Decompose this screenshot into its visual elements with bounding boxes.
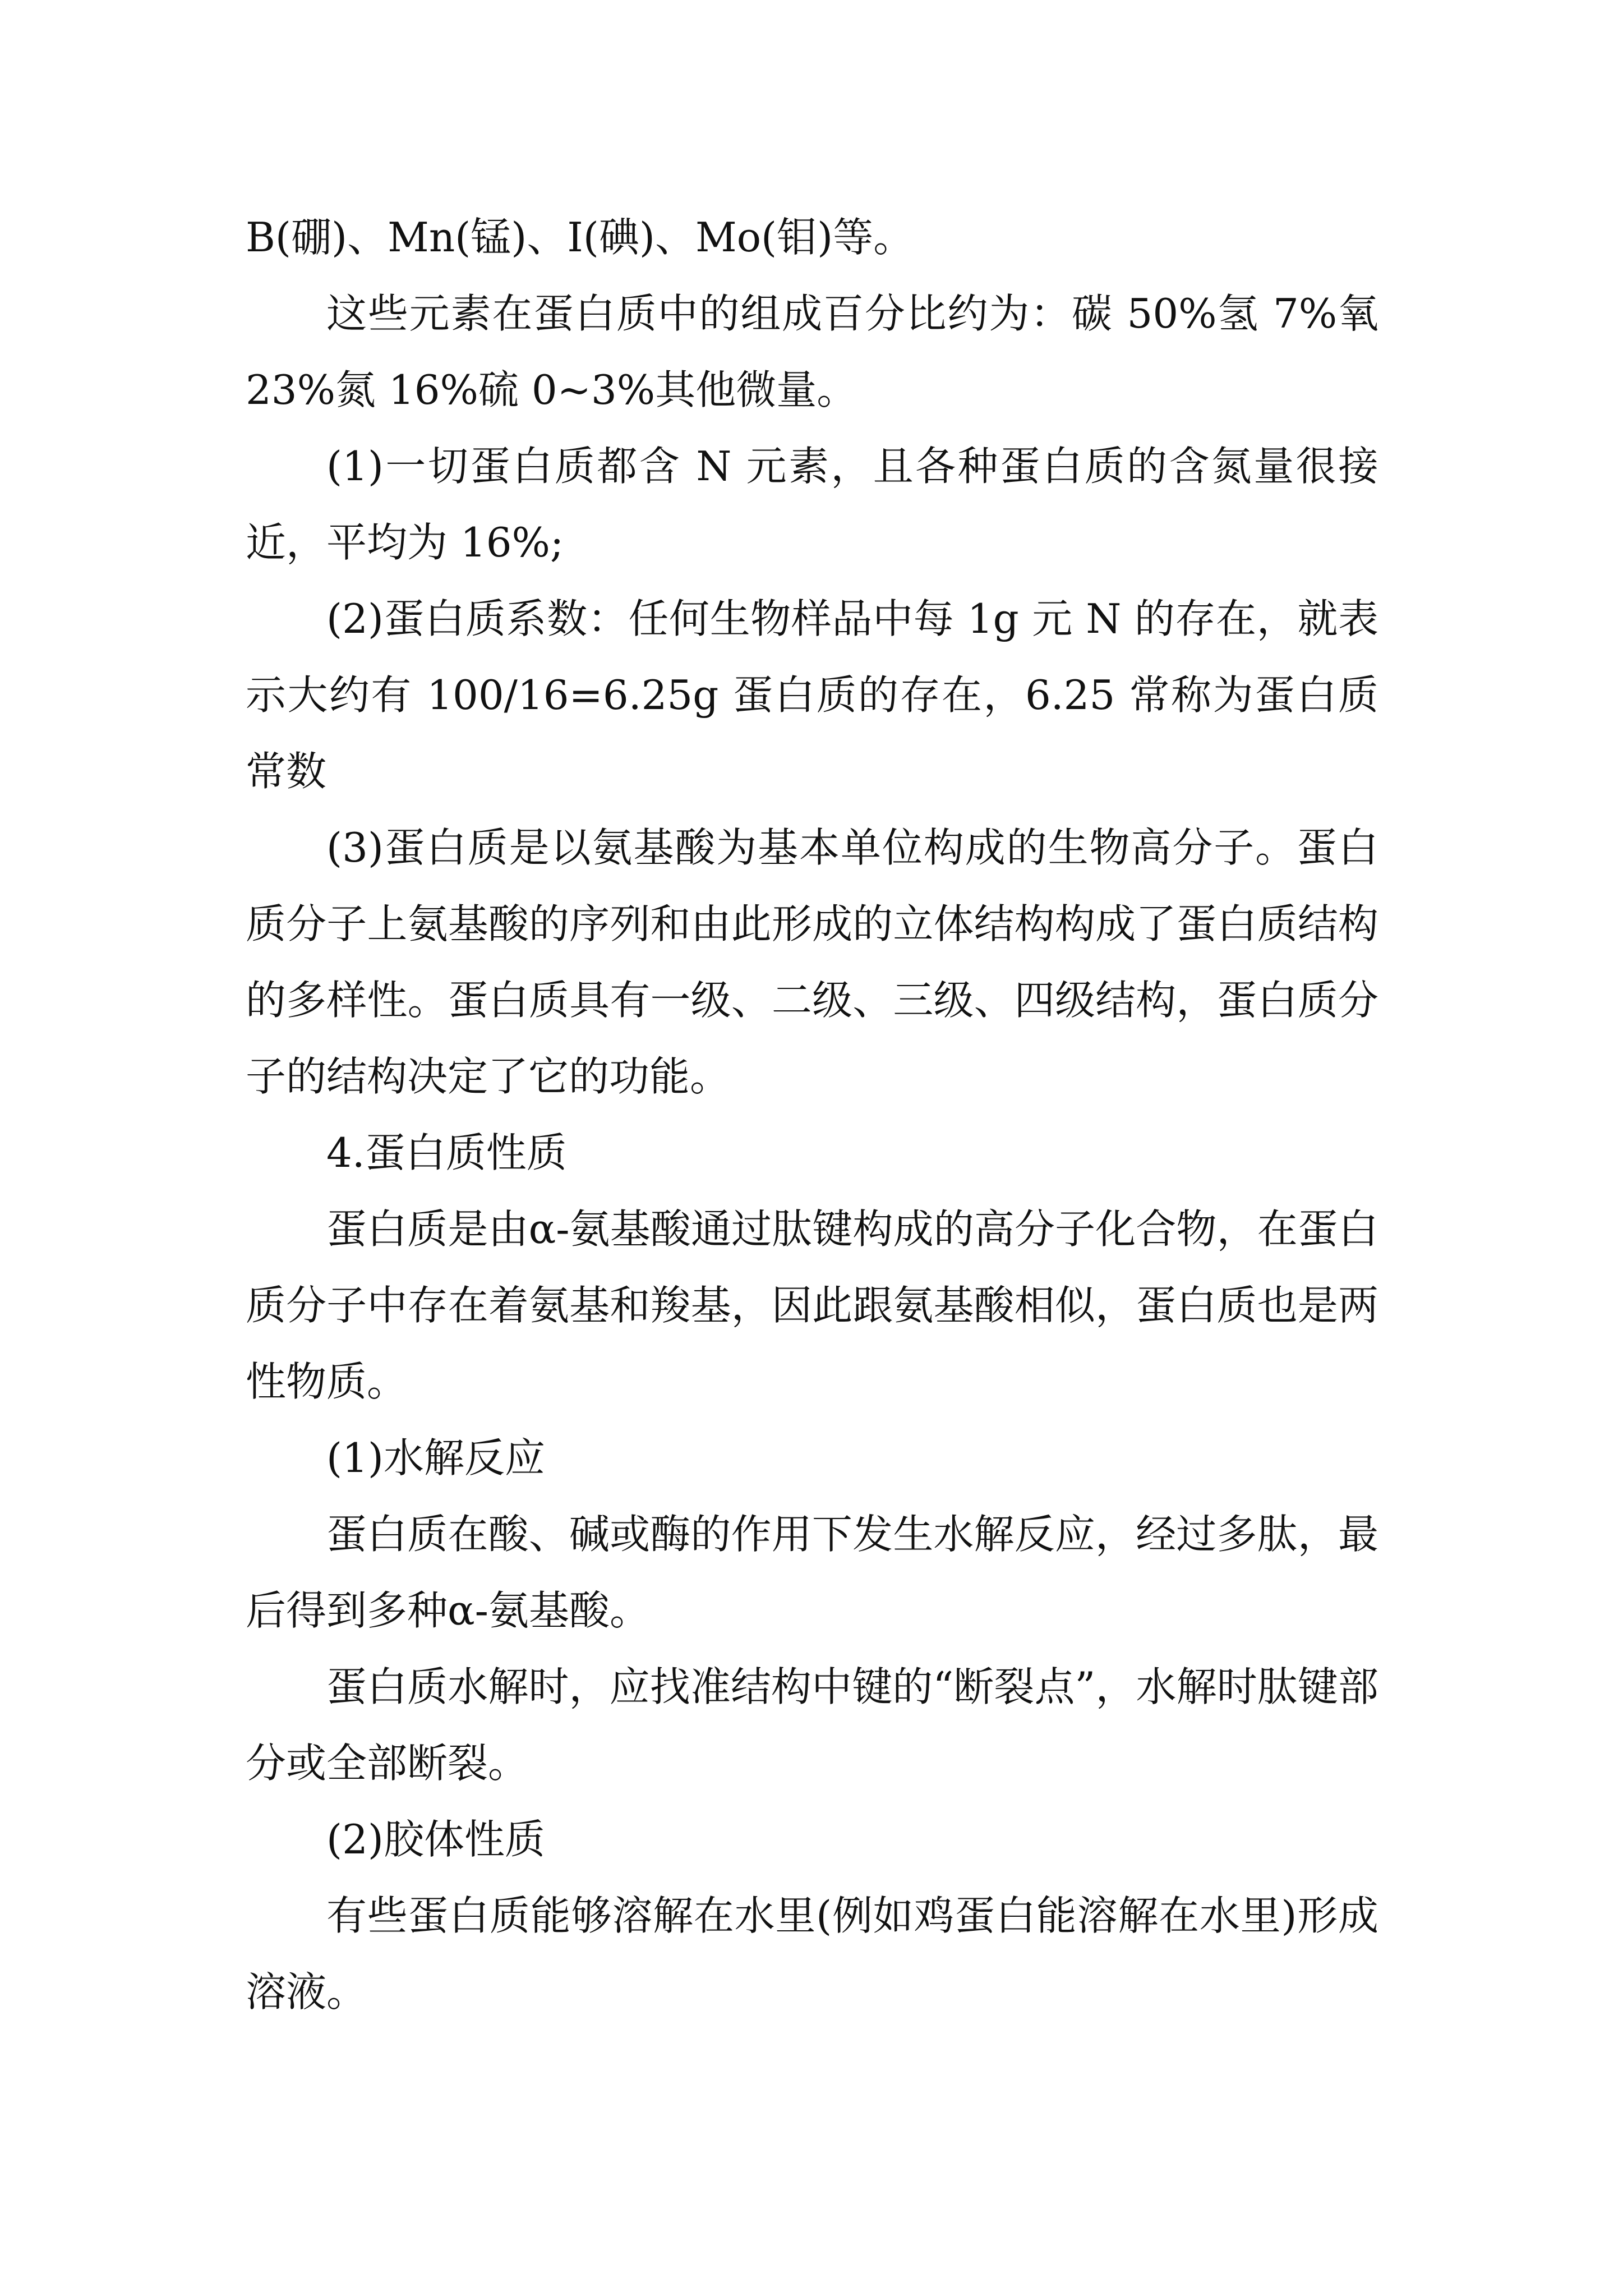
paragraph-nitrogen-content: (1)一切蛋白质都含 N 元素，且各种蛋白质的含氮量很接近，平均为 16%; (246, 443, 1378, 566)
subheading-colloid: (2)胶体性质 (326, 1816, 545, 1863)
paragraph-amphoteric: 蛋白质是由α-氨基酸通过肽键构成的高分子化合物，在蛋白质分子中存在着氨基和羧基，因此跟氨基酸相似，蛋白质也是两性物质。 (246, 1205, 1378, 1405)
paragraph-trace-elements-continued: B(硼)、Mn(锰)、I(碘)、Mo(钼)等。 (246, 214, 914, 261)
paragraph-hydrolysis-breakpoint: 蛋白质水解时，应找准结构中键的“断裂点”，水解时肽键部分或全部断裂。 (246, 1663, 1378, 1787)
paragraph-element-percentages: 这些元素在蛋白质中的组成百分比约为：碳 50%氢 7%氧 23%氮 16%硫 0~3%其他微量。 (246, 290, 1378, 413)
paragraph-protein-coefficient: (2)蛋白质系数：任何生物样品中每 1g 元 N 的存在，就表示大约有 100/16=6.25g 蛋白质的存在，6.25 常称为蛋白质常数 (246, 595, 1378, 795)
section-heading-protein-properties: 4.蛋白质性质 (326, 1129, 567, 1176)
paragraph-colloid-solution: 有些蛋白质能够溶解在水里(例如鸡蛋白能溶解在水里)形成溶液。 (246, 1892, 1378, 2016)
subheading-hydrolysis: (1)水解反应 (326, 1434, 545, 1481)
document-body (246, 199, 1378, 2030)
paragraph-hydrolysis-reaction: 蛋白质在酸、碱或酶的作用下发生水解反应，经过多肽，最后得到多种α-氨基酸。 (246, 1511, 1378, 1634)
paragraph-protein-structure: (3)蛋白质是以氨基酸为基本单位构成的生物高分子。蛋白质分子上氨基酸的序列和由此形成的立体结构构成了蛋白质结构的多样性。蛋白质具有一级、二级、三级、四级结构，蛋白质分子的结构决定了它的功能。 (246, 824, 1378, 1100)
